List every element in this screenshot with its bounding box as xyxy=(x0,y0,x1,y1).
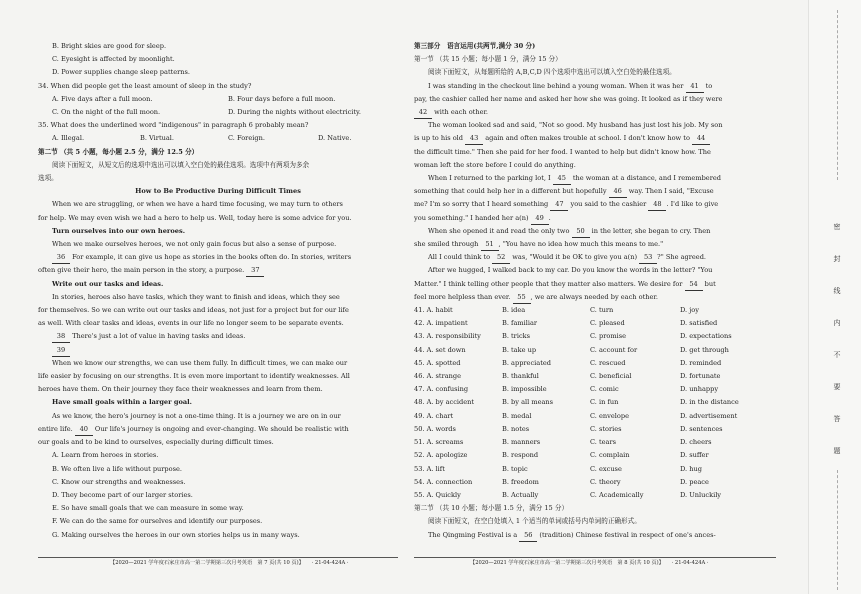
passage-para2-cont: 36 For example, it can give us hope as stories in the books often do. In stories, writers xyxy=(38,251,398,264)
blank-48[interactable]: 48 xyxy=(648,199,666,211)
blank-50[interactable]: 50 xyxy=(572,226,590,238)
blank-51[interactable]: 51 xyxy=(481,239,499,251)
cloze-line-17: feel more helpless than ever. 55 , we are always needed by each other. xyxy=(414,291,776,304)
left-column xyxy=(38,40,398,542)
passage-para4: When we know our strengths, we can use them fully. In difficult times, we can make our xyxy=(52,358,348,367)
blank-38[interactable]: 38 xyxy=(52,331,70,343)
passage-para1-cont: for help. We may even wish we had a hero to help us. Well, today here is some advice for you. xyxy=(38,213,352,222)
section2-instruction-cont: 选项。 xyxy=(38,174,58,183)
choice-row: 42. A. impatient B. familiar C. pleased D. satisfied xyxy=(414,319,718,328)
choice-option-c: C. Know our strengths and weaknesses. xyxy=(52,477,186,486)
footer-rule-left xyxy=(38,557,398,558)
passage-para5: As we know, the hero's journey is not a one-time thing. It is a journey we are on in our xyxy=(52,411,341,420)
choice-row: 45. A. spotted B. appreciated C. rescued D. reminded xyxy=(414,358,722,367)
blank-53[interactable]: 53 xyxy=(639,252,657,264)
seal-char: 不 xyxy=(833,351,841,359)
passage-para1: When we are struggling, or when we have a hard time focusing, we may turn to others xyxy=(52,200,343,209)
cloze-line-6: the difficult time." Then she paid for her food. I wanted to help but didn't know how. The xyxy=(414,147,711,156)
choice-row: 44. A. set down B. take up C. account for D. get through xyxy=(414,345,729,354)
seal-char: 内 xyxy=(833,319,841,327)
q34-stem: 34. When did people get the least amount of sleep in the study? xyxy=(38,81,252,90)
passage-para5-end: our goals and to be kind to ourselves, especially during difficult times. xyxy=(38,438,274,447)
choice-row: 55. A. Quickly B. Actually C. Academically D. Unluckily xyxy=(414,490,722,499)
blank-45[interactable]: 45 xyxy=(553,173,571,185)
choice-row: 49. A. chart B. medal C. envelope D. advertisement xyxy=(414,411,738,420)
section2-instruction: 阅读下面短文，从短文后的选项中选出可以填入空白处的最佳选项。选项中有两项为多余 xyxy=(52,160,310,169)
grammar-passage-line: The Qingming Festival is a 56 (tradition) Chinese festival in respect of one's ances- xyxy=(414,529,776,542)
q35-option-b: B. Virtual. xyxy=(140,134,174,143)
passage-para4-cont: life easier by focusing on our strengths. It is even more important to identify weaknesses. All xyxy=(38,372,350,381)
q35-option-a: A. Illegal. xyxy=(52,134,85,143)
q35-options xyxy=(38,132,398,145)
choice-option-g: G. Making ourselves the heroes in our own stories helps us in many ways. xyxy=(52,530,300,539)
passage-subheading-3 xyxy=(38,344,398,357)
cloze-line-7: woman left the store before I could do anything. xyxy=(414,160,576,169)
footer-left: 【2020—2021 学年度石家庄市高一第二学期第三次月考英语 第 7 页(共 10 页)】 · 21-04-424A · xyxy=(110,560,349,566)
blank-43[interactable]: 43 xyxy=(465,133,483,145)
choice-row: 54. A. connection B. freedom C. theory D. peace xyxy=(414,477,709,486)
dashed-line xyxy=(837,470,838,590)
dashed-line xyxy=(837,10,838,180)
choice-option-d: D. They become part of our larger stories. xyxy=(52,490,193,499)
section1-heading: 第一节 （共 15 小题；每小题 1 分，满分 15 分） xyxy=(414,55,562,64)
binding-margin xyxy=(808,0,861,594)
cloze-line-1: I was standing in the checkout line behind a young woman. When it was her 41 to xyxy=(414,80,776,93)
passage-subheading-1: Turn ourselves into our own heroes. xyxy=(52,226,185,235)
passage-para3-cont2: as well. With clear tasks and ideas, events in our life no longer seem to be separate events. xyxy=(38,319,344,328)
choice-row: 51. A. screams B. manners C. tears D. cheers xyxy=(414,438,712,447)
passage-para2-end: often give their hero, the main person in the story, a purpose. 37 xyxy=(38,264,398,277)
blank-52[interactable]: 52 xyxy=(492,252,510,264)
right-column xyxy=(414,40,776,542)
cloze-line-2: pay, the cashier called her name and asked her how she was going. It looked as if they were xyxy=(414,94,723,103)
section2-heading: 第二节 （共 5 小题，每小题 2.5 分，满分 12.5 分） xyxy=(38,147,199,156)
section2b-instruction: 阅读下面短文，在空白处填入 1 个适当的单词或括号内单词的正确形式。 xyxy=(428,517,641,526)
q34-option-a: A. Five days after a full moon. xyxy=(52,94,153,103)
cloze-line-11: you something." I handed her a(n) 49 . xyxy=(414,212,776,225)
passage-title: How to Be Productive During Difficult Times xyxy=(135,187,301,196)
q35-stem: 35. What does the underlined word "indigenous" in paragraph 6 probably mean? xyxy=(38,121,309,130)
blank-49[interactable]: 49 xyxy=(531,213,549,225)
blank-40[interactable]: 40 xyxy=(75,424,93,436)
q34-option-c: C. On the night of the full moon. xyxy=(52,108,161,117)
passage-para3-cont: for themselves. So we can write out our tasks and ideas, not just for a project but for our life xyxy=(38,306,349,315)
choice-option-e: E. So have small goals that we can measure in some way. xyxy=(52,504,244,513)
choice-option-b: B. We often live a life without purpose. xyxy=(52,464,183,473)
seal-char: 答 xyxy=(833,415,841,423)
choice-row: 52. A. apologize B. respond C. complain D. suffer xyxy=(414,451,709,460)
part3-heading: 第三部分 语言运用(共两节,满分 30 分) xyxy=(414,42,536,50)
blank-55[interactable]: 55 xyxy=(513,292,531,304)
passage-para5-cont: entire life. 40 Our life's journey is ongoing and ever-changing. We should be realistic with xyxy=(38,423,398,436)
q35-option-c: C. Foreign. xyxy=(228,134,265,143)
q33-option-b: B. Bright skies are good for sleep. xyxy=(52,42,167,50)
blank-47[interactable]: 47 xyxy=(550,199,568,211)
blank-41[interactable]: 41 xyxy=(686,81,704,93)
seal-char: 线 xyxy=(833,287,841,295)
choice-row: 47. A. confusing B. impossible C. comic D. unhappy xyxy=(414,385,719,394)
seal-char: 密 xyxy=(833,223,841,231)
q33-option-d: D. Power supplies change sleep patterns. xyxy=(52,68,191,77)
blank-39[interactable]: 39 xyxy=(52,345,70,357)
cloze-line-8: When I returned to the parking lot, I 45 the woman at a distance, and I remembered xyxy=(414,172,776,185)
q34-option-d: D. During the nights without electricity. xyxy=(228,108,361,117)
cloze-line-16: Matter." I think telling other people that they matter also matters. We desire for 54 but xyxy=(414,278,776,291)
cloze-line-4: The woman looked sad and said, "Not so good. My husband has just lost his job. My son xyxy=(428,121,723,130)
blank-44[interactable]: 44 xyxy=(692,133,710,145)
footer-right: 【2020—2021 学年度石家庄市高一第二学期第三次月考英语 第 8 页(共 10 页)】 · 21-04-424A · xyxy=(470,560,709,566)
choice-row: 41. A. habit B. idea C. turn D. joy xyxy=(414,306,699,315)
choice-row: 43. A. responsibility B. tricks C. promise D. expectations xyxy=(414,332,732,341)
seal-char: 要 xyxy=(833,383,841,391)
blank-46[interactable]: 46 xyxy=(609,186,627,198)
passage-para3-end: 38 There's just a lot of value in having tasks and ideas. xyxy=(38,330,398,343)
blank-42[interactable]: 42 xyxy=(414,107,432,119)
choice-row: 48. A. by accident B. by all means C. in fun D. in the distance xyxy=(414,398,739,407)
cloze-line-3: 42 with each other. xyxy=(414,106,776,119)
blank-36[interactable]: 36 xyxy=(52,252,70,264)
cloze-line-9: something that could help her in a different but hopefully 46 way. Then I said, "Excuse xyxy=(414,185,776,198)
cloze-line-12: When she opened it and read the only two 50 in the letter, she began to cry. Then xyxy=(414,225,776,238)
seal-char: 封 xyxy=(833,255,841,263)
choice-row: 50. A. words B. notes C. stories D. sentences xyxy=(414,424,723,433)
section1-instruction: 阅读下面短文，从每题所给的 A,B,C,D 四个选项中选出可以填入空白处的最佳选项。 xyxy=(428,68,676,77)
cloze-line-5: is up to his old 43 again and often makes trouble at school. I don't know how to 44 xyxy=(414,132,776,145)
passage-subheading-4: Have small goals within a larger goal. xyxy=(52,398,192,407)
q35-option-d: D. Native. xyxy=(318,134,352,143)
choice-option-a: A. Learn from heroes in stories. xyxy=(52,451,159,460)
passage-para3: In stories, heroes also have tasks, which they want to finish and ideas, which they see xyxy=(52,292,340,301)
cloze-line-15: After we hugged, I walked back to my car. Do you know the words in the letter? "You xyxy=(428,266,713,275)
blank-56[interactable]: 56 xyxy=(519,530,537,542)
q34-option-b: B. Four days before a full moon. xyxy=(228,94,336,103)
q34-options xyxy=(38,93,398,119)
section2b-heading: 第二节 （共 10 小题；每小题 1.5 分，满分 15 分） xyxy=(414,504,569,513)
blank-37[interactable]: 37 xyxy=(246,265,264,277)
choice-row: 53. A. lift B. topic C. excuse D. hug xyxy=(414,464,702,473)
passage-para2: When we make ourselves heroes, we not only gain focus but also a sense of purpose. xyxy=(52,240,337,249)
choice-option-f: F. We can do the same for ourselves and identify our purposes. xyxy=(52,517,263,526)
cloze-line-10: me? I'm so sorry that I heard something 47 you said to the cashier 48 . I'd like to give xyxy=(414,198,776,211)
q33-option-c: C. Eyesight is affected by moonlight. xyxy=(52,55,175,64)
cloze-line-14: All I could think to 52 was, "Would it be OK to give you a(n) 53 ?" She agreed. xyxy=(414,251,776,264)
choice-row: 46. A. strange B. thankful C. beneficial D. fortunate xyxy=(414,372,721,381)
passage-para4-end: heroes have them. On their journey they face their weaknesses and learn from them. xyxy=(38,385,323,394)
passage-subheading-2: Write out our tasks and ideas. xyxy=(52,279,164,288)
cloze-line-13: she smiled through 51 , "You have no idea how much this means to me." xyxy=(414,238,776,251)
footer-rule-right xyxy=(414,557,776,558)
blank-54[interactable]: 54 xyxy=(685,279,703,291)
cloze-choices xyxy=(414,304,776,502)
seal-char: 题 xyxy=(833,447,841,455)
